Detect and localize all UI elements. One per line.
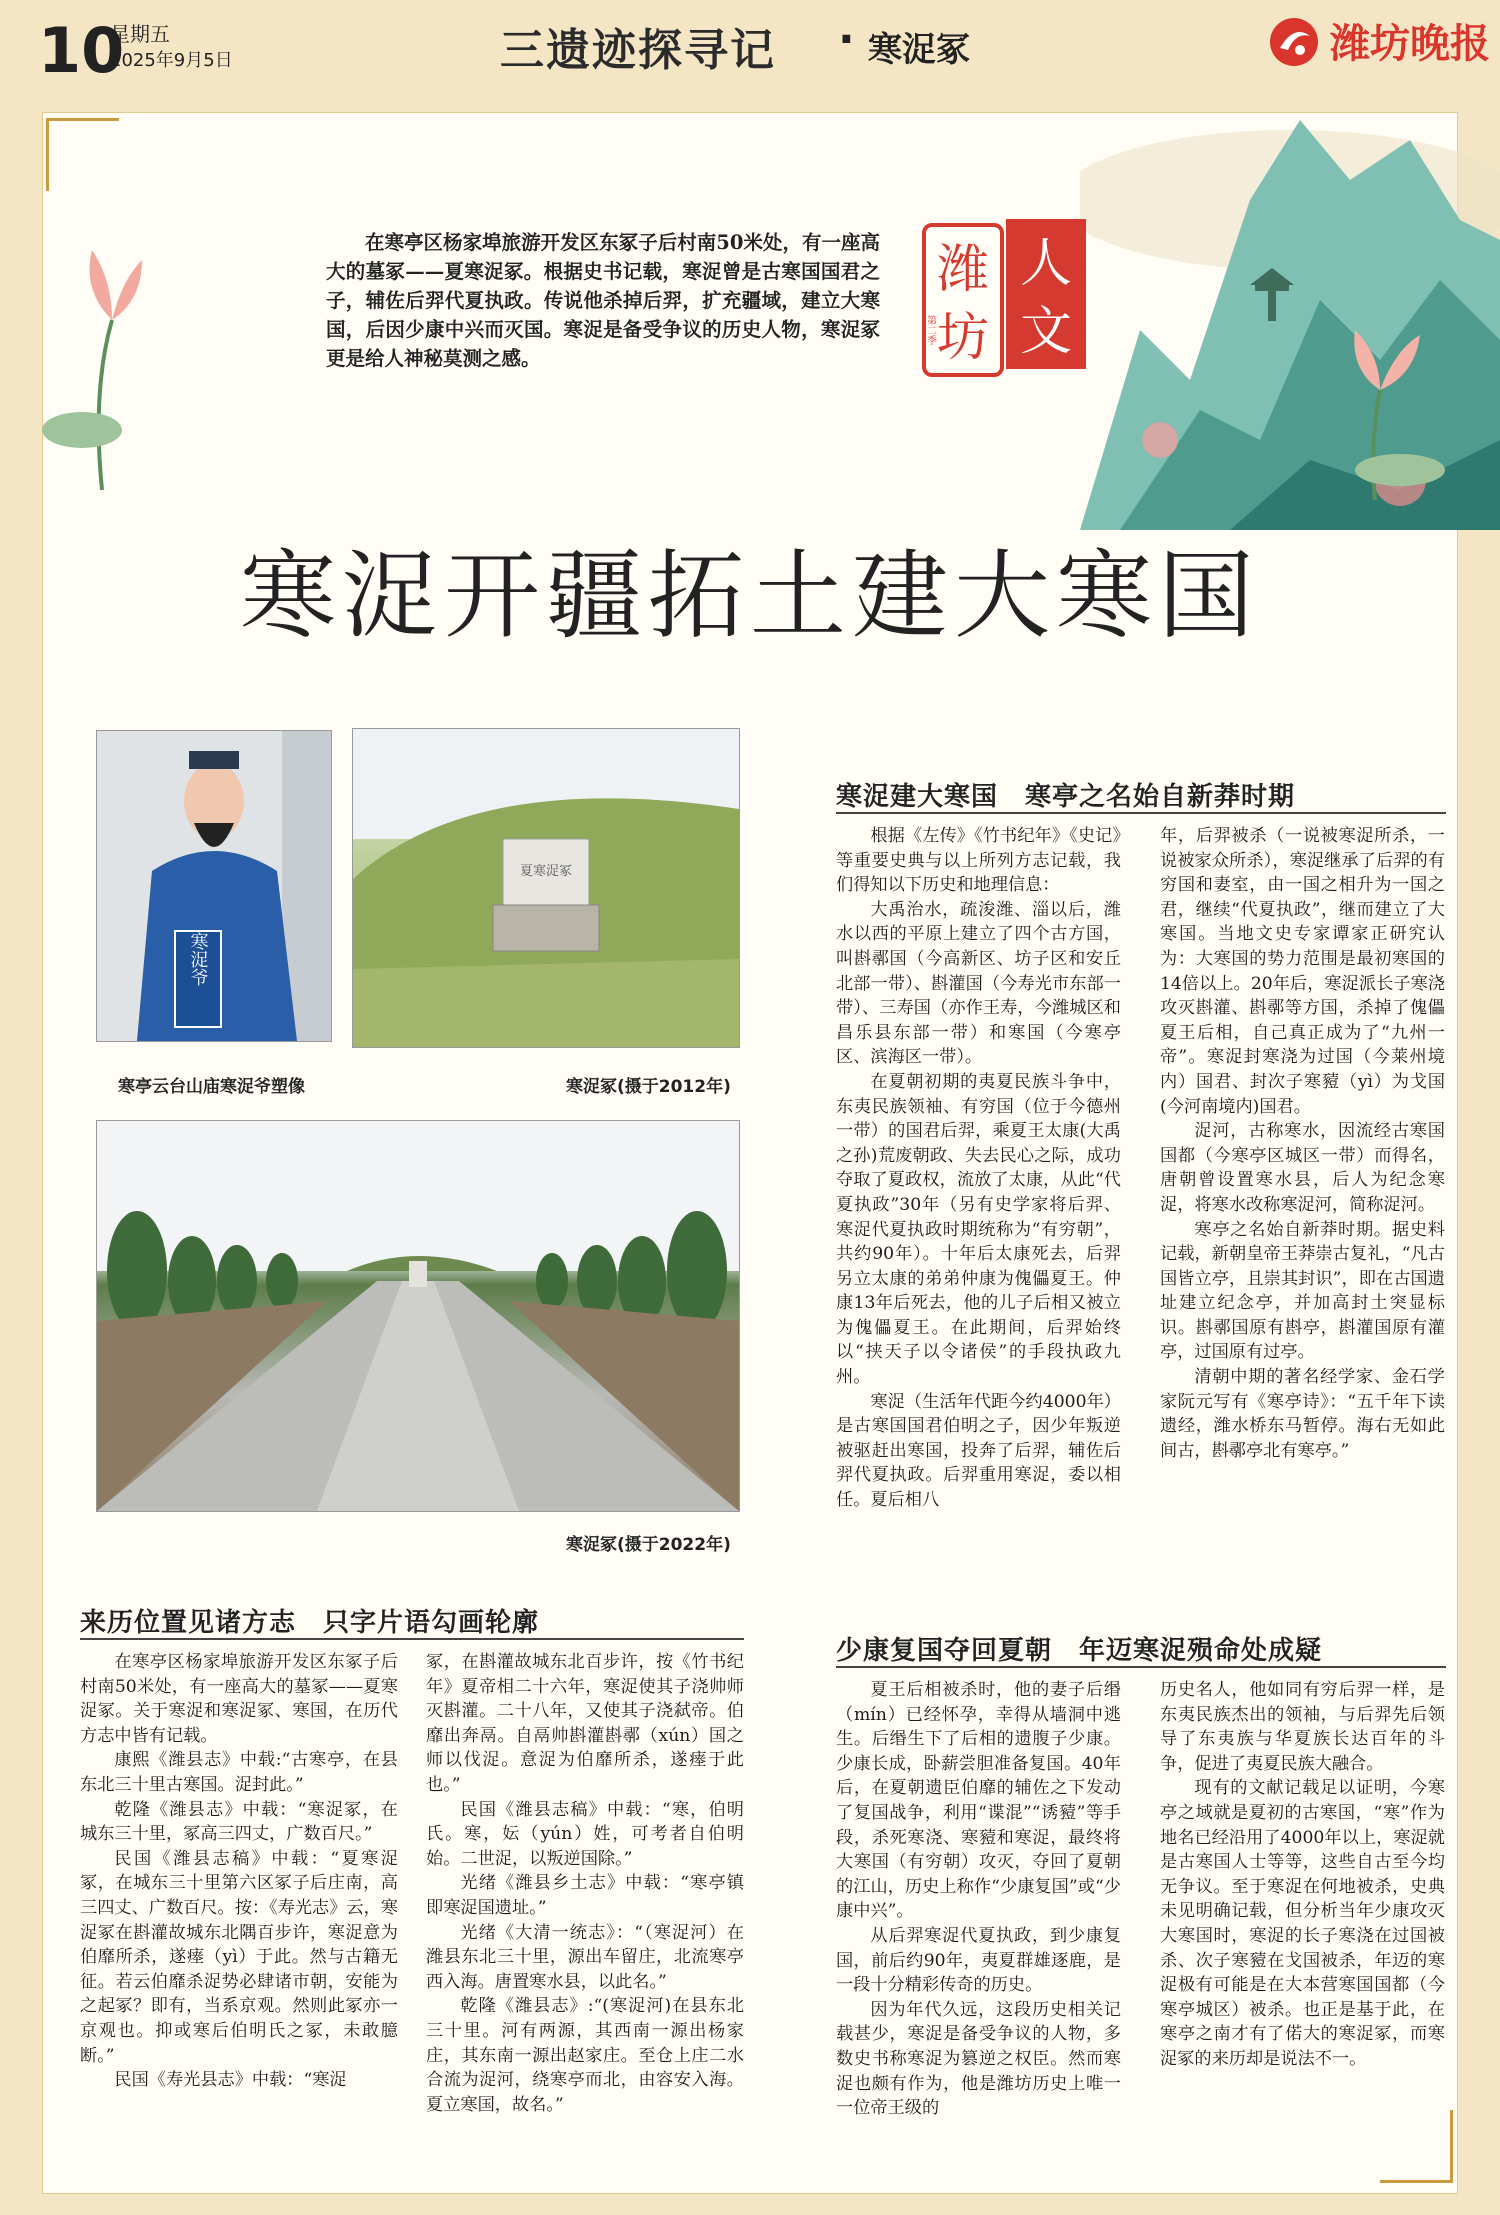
- seal-char: 人: [1019, 234, 1073, 294]
- photo-caption: 寒浞冢(摄于2022年): [566, 1535, 731, 1555]
- corner-ornament: [46, 118, 119, 191]
- stele-inscription: 夏寒浞冢: [519, 864, 573, 879]
- lotus-illustration: [1300, 300, 1450, 500]
- statue-plaque-text: 寒浞爷: [187, 932, 209, 986]
- section-subtitle: 寒浞冢: [868, 30, 970, 70]
- article-column: 冢，在斟灌故城东北百步许，按《竹书纪年》夏帝相二十六年，寒浞使其子浇帅师灭斟灌。二十八年，又使其子浇弑帝。伯靡出奔鬲。自鬲帅斟灌斟鄩（xún）国之师以伐浞。意浞为伯靡所杀，遂瘗于此也。” 民国《潍县志稿》中载：“寒，伯明氏。寒，妘（yún）姓，可考者自伯明始。二世浞，以叛逆国除。” 光绪《潍县乡土志》中载：“寒亭镇即寒浞国遗址。” 光绪《大清一统志》：“（寒浞河）在潍县东北三十里，源出车留庄，北流寒亭西入海。唐置寒水县，以此名。” 乾隆《潍县志》:“(寒浞河)在县东北三十里。河有两源，其西南一源出杨家庄，其东南一源出赵家庄。至仓上庄二水合流为浞河，绕寒亭而北，由容安入海。夏立寒国，故名。”: [426, 1652, 744, 2115]
- section-heading: 寒浞建大寒国 寒亭之名始自新莽时期: [836, 782, 1296, 812]
- seal-char: 坊: [936, 308, 990, 368]
- section-heading: 少康复国夺回夏朝 年迈寒浞殒命处成疑: [836, 1636, 1323, 1666]
- column-seal: [920, 215, 1090, 385]
- section-heading: 来历位置见诸方志 只字片语勾画轮廓: [80, 1608, 540, 1638]
- article-column: 根据《左传》《竹书纪年》《史记》等重要史典与以上所列方志记载，我们得知以下历史和地理信息： 大禹治水，疏浚潍、淄以后，潍水以西的平原上建立了四个古方国，叫斟鄩国（今高新区、坊子区和安丘北部一带）、斟灌国（今寿光市东部一带）、三寿国（亦作王寿，今潍城区和昌乐县东部一带）和寒国（今寒亭区、滨海区一带）。 在夏朝初期的夷夏民族斗争中，东夷民族领袖、有穷国（位于今德州一带）的国君后羿，乘夏王太康(大禹之孙)荒废朝政、失去民心之际，成功夺取了夏政权，流放了太康，从此“代夏执政”30年（另有史学家将后羿、寒浞代夏执政时期统称为“有穷朝”，共约90年）。十年后太康死去，后羿另立太康的弟弟仲康为傀儡夏王。仲康13年后死去，他的儿子后相又被立为傀儡夏王。在此期间，后羿始终以“挟天子以令诸侯”的手段执政九州。 寒浞（生活年代距今约4000年）是古寒国国君伯明之子，因少年叛逆被驱赶出寒国，投奔了后羿，辅佐后羿代夏执政。后羿重用寒浞，委以相任。夏后相八: [836, 826, 1121, 1511]
- corner-ornament: [1380, 2110, 1453, 2183]
- seal-char: 潍: [936, 240, 990, 300]
- tomb-photo-2012: [352, 728, 740, 1048]
- lotus-illustration: [42, 230, 172, 490]
- tomb-photo-2022: [96, 1120, 740, 1512]
- seal-char: 文: [1019, 302, 1073, 362]
- intro-paragraph: 在寒亭区杨家埠旅游开发区东冢子后村南50米处，有一座高大的墓冢——夏寒浞冢。根据史书记载，寒浞曾是古寒国国君之子，辅佐后羿代夏执政。传说他杀掉后羿，扩充疆域，建立大寒国，后因少康中兴而灭国。寒浞是备受争议的历史人物，寒浞冢更是给人神秘莫测之感。: [326, 231, 880, 370]
- photo-caption: 寒浞冢(摄于2012年): [566, 1077, 731, 1097]
- article-column: 年，后羿被杀（一说被寒浞所杀，一说被家众所杀），寒浞继承了后羿的有穷国和妻室，由一国之相升为一国之君，继续“代夏执政”，继而建立了大寒国。当地文史专家谭家正研究认为：大寒国的势力范围是最初寒国的14倍以上。20年后，寒浞派长子寒浇攻灭斟灌、斟鄩等方国，杀掉了傀儡夏王后相，自己真正成为了“九州一帝”。寒浞封寒浇为过国（今莱州境内）国君、封次子寒豷（yì）为戈国(今河南境内)国君。 浞河，古称寒水，因流经古寒国国都（今寒亭区城区一带）而得名，唐朝曾设置寒水县，后人为纪念寒浞，将寒水改称寒浞河，简称浞河。 寒亭之名始自新莽时期。据史料记载，新朝皇帝王莽崇古复礼，“凡古国皆立亭，且崇其封识”，即在古国遗址建立纪念亭，并加高封土突显标识。斟鄩国原有斟亭，斟灌国原有灌亭，过国原有过亭。 清朝中期的著名经学家、金石学家阮元写有《寒亭诗》：“五千年下读遗经，潍水桥东马暂停。海右无如此间古，斟鄩亭北有寒亭。”: [1160, 826, 1445, 1461]
- weekday: 星期五: [110, 22, 170, 46]
- heading-rule: [836, 1666, 1446, 1668]
- statue-photo: [96, 730, 332, 1042]
- article-column: 历史名人，他如同有穷后羿一样，是东夷民族杰出的领袖，与后羿先后领导了东夷族与华夏族长达百年的斗争，促进了夷夏民族大融合。 现有的文献记载足以证明，今寒亭之域就是夏初的古寒国，“寒”作为地名已经沿用了4000年以上，寒浞就是古寒国人士等等，这些自古至今均无争议。至于寒浞在何地被杀，史典未见明确记载，但分析当年少康攻灭大寒国时，寒浞的长子寒浇在过国被杀、次子寒豷在戈国被杀，年迈的寒浞极有可能是在大本营寒国国都（今寒亭城区）被杀。也正是基于此，在寒亭之南才有了偌大的寒浞冢，而寒浞冢的来历却是说法不一。: [1160, 1680, 1445, 2069]
- section-title: 三遗迹探寻记: [500, 25, 776, 76]
- issue-date: 2025年9月5日: [110, 50, 233, 71]
- newspaper-logo-icon: [1270, 18, 1318, 66]
- article-column: 夏王后相被杀时，他的妻子后缗（mín）已经怀孕，幸得从墙洞中逃生。后缗生下了后相的遗腹子少康。少康长成，卧薪尝胆准备复国。40年后，在夏朝遗臣伯靡的辅佐之下发动了复国战争，利用“谍混”“诱豷”等手段，杀死寒浇、寒豷和寒浞，最终将大寒国（有穷朝）攻灭，夺回了夏朝的江山，历史上称作“少康复国”或“少康中兴”。 从后羿寒浞代夏执政，到少康复国，前后约90年，夷夏群雄逐鹿，是一段十分精彩传奇的历史。 因为年代久远，这段历史相关记载甚少，寒浞是备受争议的人物，多数史书称寒浞为篡逆之权臣。然而寒浞也颇有作为，他是潍坊历史上唯一一位帝王级的: [836, 1680, 1121, 2119]
- page-number: 10: [38, 14, 125, 87]
- article-column: 在寒亭区杨家埠旅游开发区东冢子后村南50米处，有一座高大的墓冢——夏寒浞冢。关于寒浞和寒浞冢、寒国，在历代方志中皆有记载。 康熙《潍县志》中载:“古寒亭，在县东北三十里古寒国。浞封此。” 乾隆《潍县志》中载：“寒浞冢，在城东三十里，冢高三四丈，广数百尺。” 民国《潍县志稿》中载：“夏寒浞冢，在城东三十里第六区冢子后庄南，高三四丈、广数百尺。按：《寿光志》云，寒浞冢在斟灌故城东北隅百步许，寒浞意为伯靡所杀，遂瘗（yì）于此。然与古籍无征。若云伯靡杀浞势必肆诸市朝，安能为之起冢？即有，当系京观。然则此冢亦一京观也。抑或寒后伯明氏之冢，未敢臆断。” 民国《寿光县志》中载：“寒浞: [80, 1652, 398, 2091]
- newspaper-name: 潍坊晚报: [1330, 21, 1490, 67]
- page-headline: 寒浞开疆拓土建大寒国: [240, 540, 1260, 652]
- heading-rule: [80, 1638, 744, 1640]
- heading-rule: [836, 812, 1446, 814]
- seal-season: 第二季: [924, 315, 936, 345]
- photo-caption: 寒亭云台山庙寒浞爷塑像: [118, 1077, 305, 1097]
- section-separator: ·: [838, 14, 855, 65]
